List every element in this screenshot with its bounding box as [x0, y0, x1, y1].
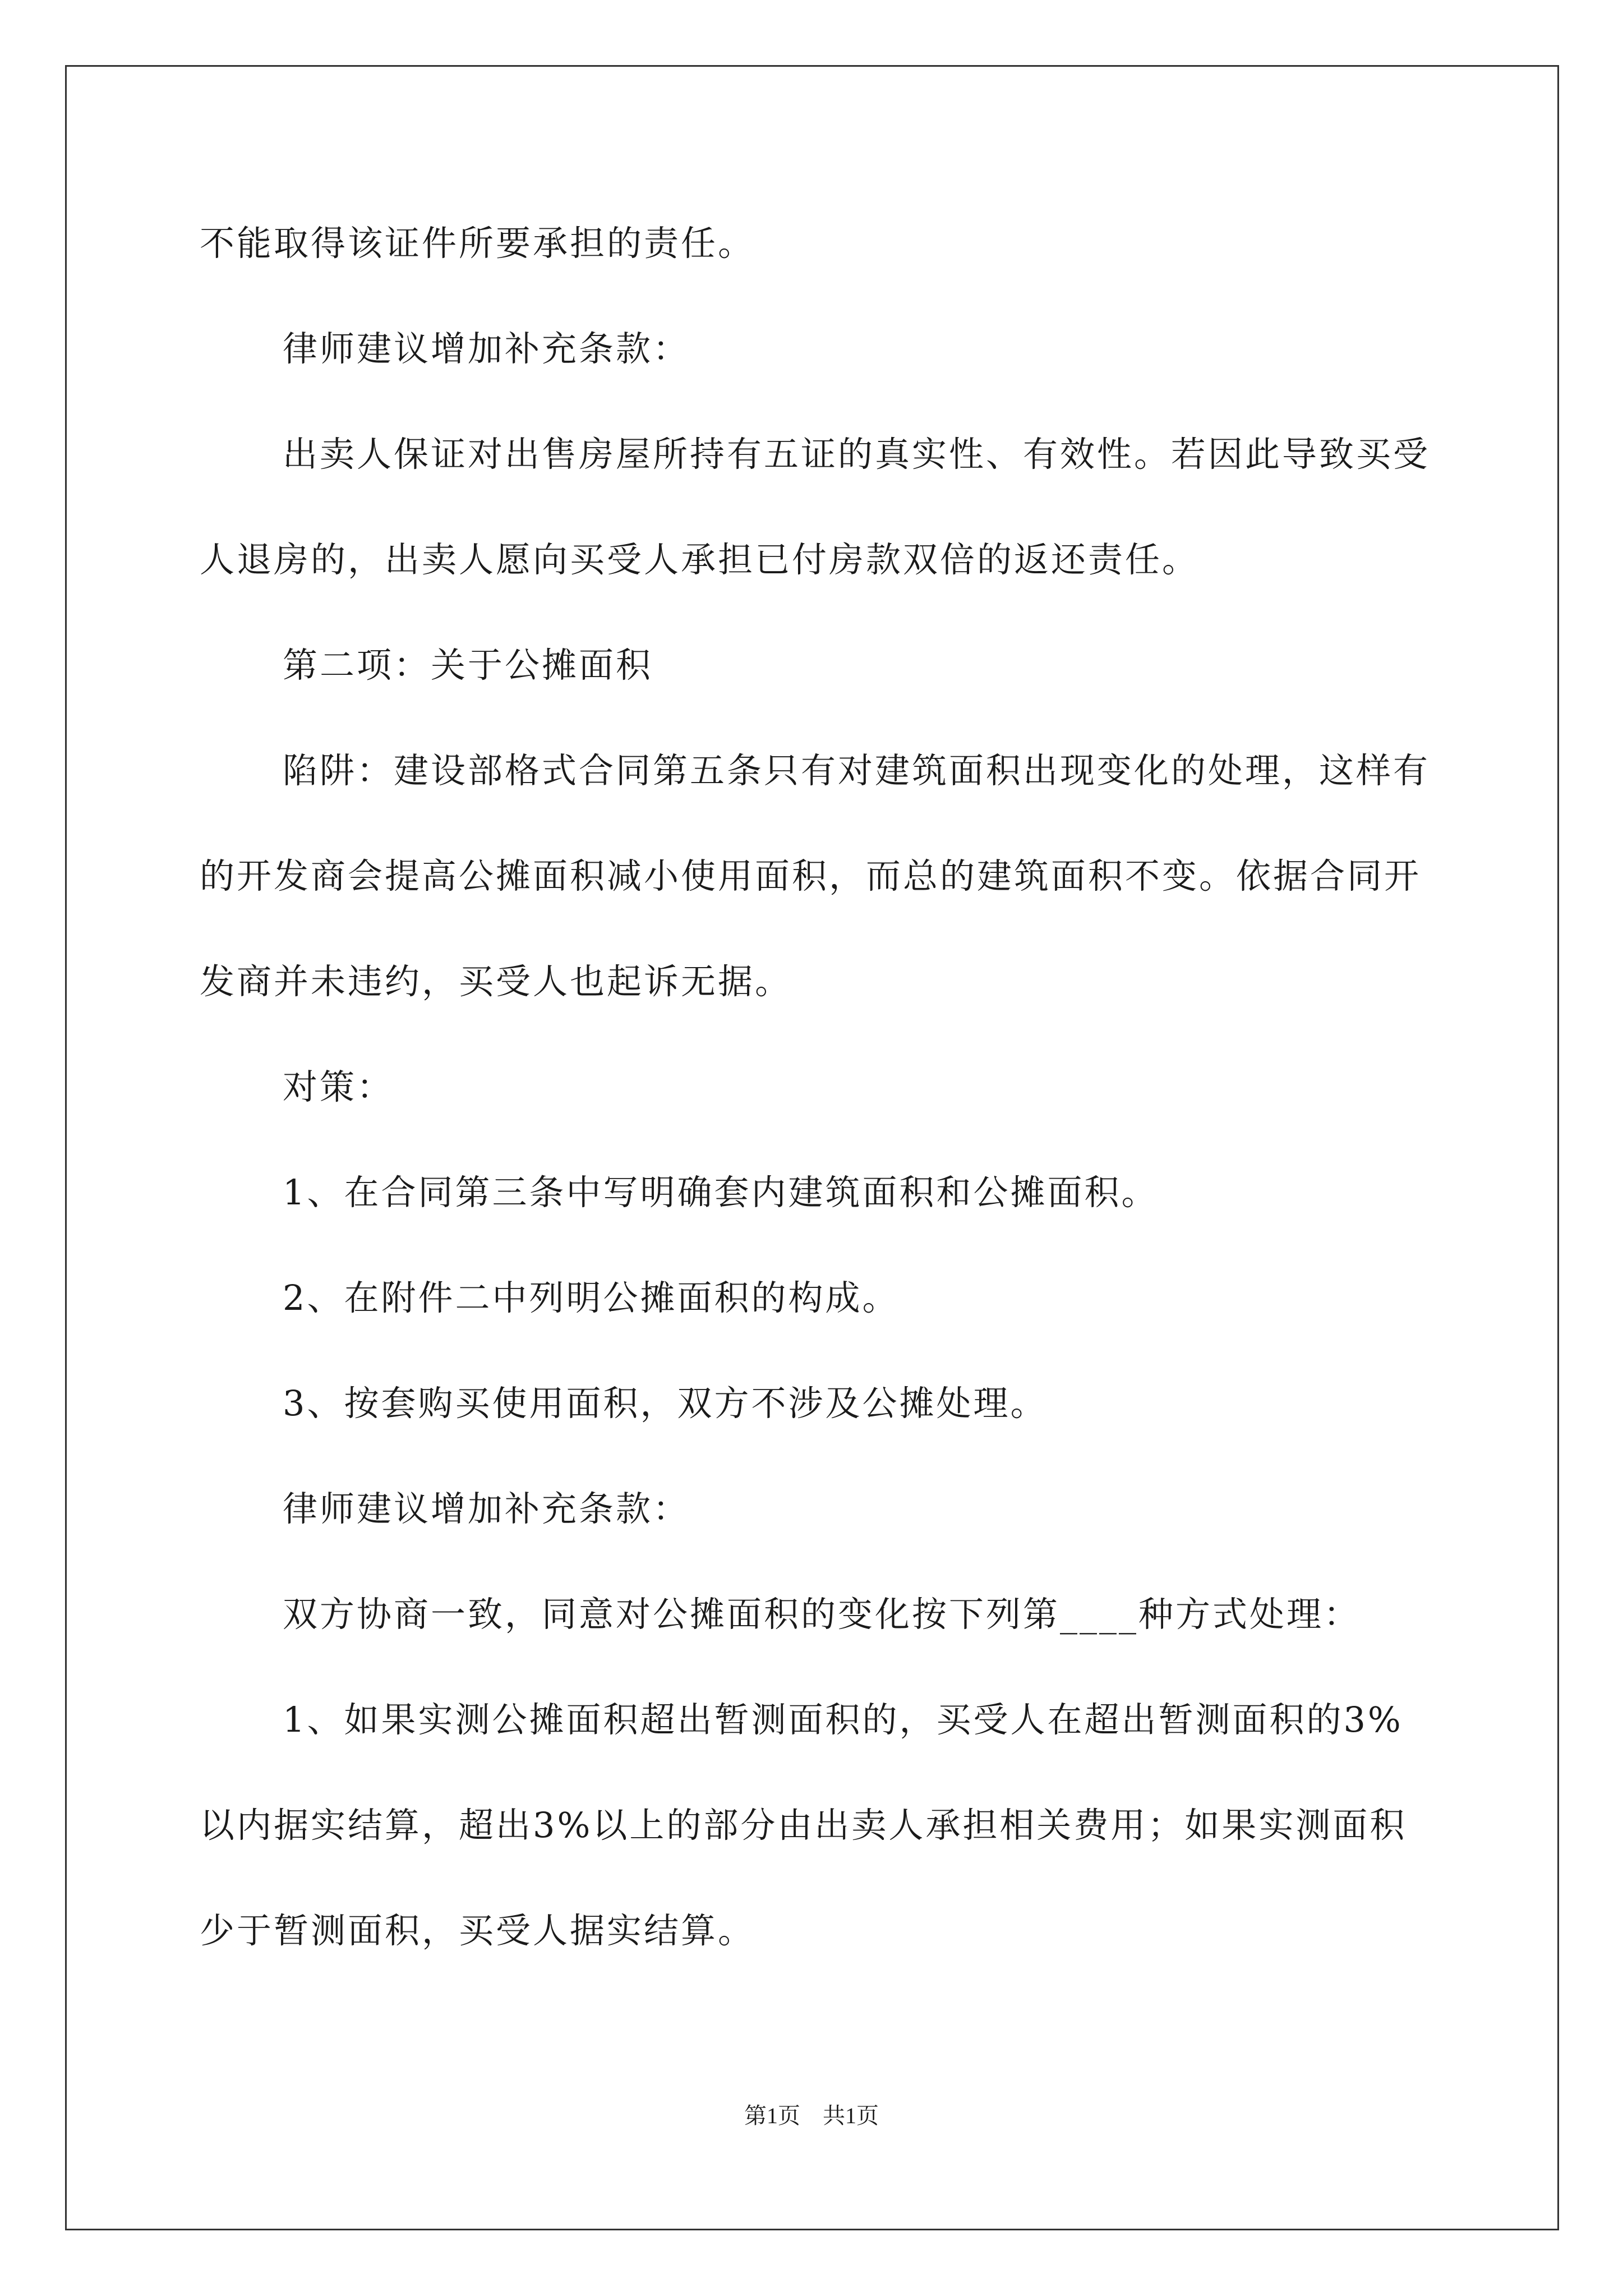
paragraph: 律师建议增加补充条款： [283, 1488, 690, 1529]
paragraph: 对策： [283, 1066, 394, 1107]
paragraph: 1、如果实测公摊面积超出暂测面积的，买受人在超出暂测面积的3%以内据实结算，超出3%以上的部分由出卖人承担相关费用；如果实测面积少于暂测面积，买受人据实结算。 [200, 1699, 1407, 1951]
paragraph: 1、在合同第三条中写明确套内建筑面积和公摊面积。 [283, 1172, 1159, 1213]
paragraph: 不能取得该证件所要承担的责任。 [200, 223, 755, 264]
paragraph: 双方协商一致，同意对公摊面积的变化按下列第____种方式处理： [283, 1594, 1361, 1635]
paragraph: 2、在附件二中列明公摊面积的构成。 [283, 1277, 900, 1318]
document-body [200, 191, 1433, 1984]
paragraph: 出卖人保证对出售房屋所持有五证的真实性、有效性。若因此导致买受人退房的，出卖人愿向买受人承担已付房款双倍的返还责任。 [200, 434, 1431, 580]
paragraph: 陷阱：建设部格式合同第五条只有对建筑面积出现变化的处理，这样有的开发商会提高公摊面积减小使用面积，而总的建筑面积不变。依据合同开发商并未违约，买受人也起诉无据。 [200, 750, 1431, 1002]
paragraph: 第二项：关于公摊面积 [283, 645, 653, 685]
page-number-total: 共1页 [823, 2103, 879, 2128]
page-footer [0, 2098, 1623, 2130]
page-number-current: 第1页 [744, 2103, 800, 2128]
paragraph: 3、按套购买使用面积，双方不涉及公摊处理。 [283, 1383, 1048, 1424]
paragraph: 律师建议增加补充条款： [283, 328, 690, 369]
